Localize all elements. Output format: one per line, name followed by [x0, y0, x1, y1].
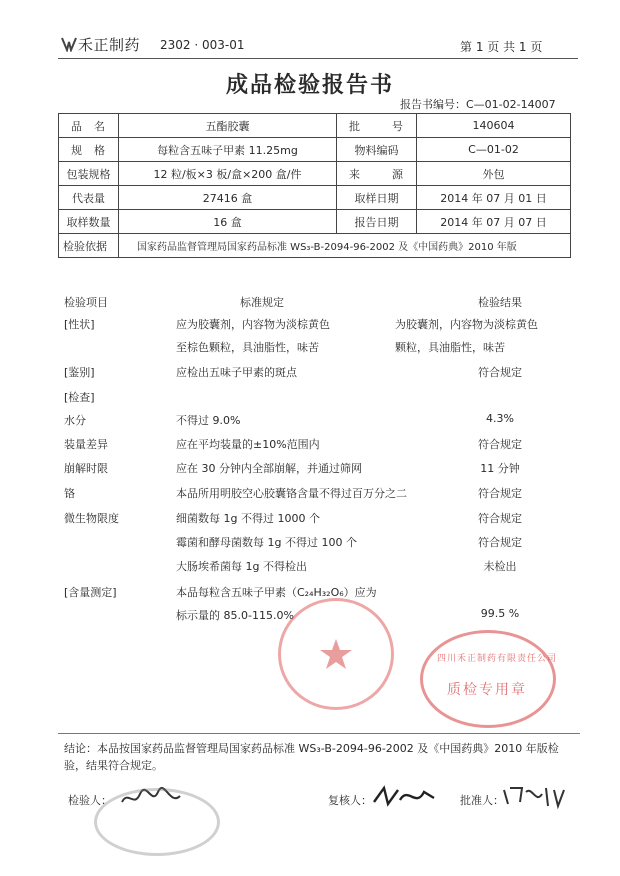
inspector-label: 检验人： [68, 794, 112, 807]
product-info-table [58, 113, 571, 258]
sample-qty-value: 16 盒 [119, 210, 337, 234]
spec-value: 每粒含五味子甲素 11.25mg [119, 138, 337, 162]
item-fill-variation: 装量差异 [64, 438, 108, 451]
item-inspection: [检查] [64, 391, 95, 404]
report-date-value: 2014 年 07 月 07 日 [417, 210, 571, 234]
standard-text: 应检出五味子甲素的斑点 [176, 366, 297, 379]
standard-text: 本品每粒含五味子甲素（C₂₄H₃₂O₆）应为 [176, 586, 377, 599]
sample-date-label: 取样日期 [337, 186, 417, 210]
header-divider [58, 58, 578, 59]
standard-text: 霉菌和酵母菌数每 1g 不得过 100 个 [176, 536, 357, 549]
approver-signature-icon [500, 782, 570, 810]
page-info: 第 1 页 共 1 页 [460, 40, 543, 54]
result-text: 符合规定 [478, 512, 522, 525]
basis-value: 国家药品监督管理局国家药品标准 WS₃-B-2094-96-2002 及《中国药典》2010 年版 [119, 234, 571, 258]
star-icon [319, 637, 353, 671]
package-spec-label: 包装规格 [59, 162, 119, 186]
result-text: 4.3% [486, 412, 514, 425]
report-date-label: 报告日期 [337, 210, 417, 234]
material-code-label: 物料编码 [337, 138, 417, 162]
result-text: 符合规定 [478, 536, 522, 549]
material-code-value: C—01-02 [417, 138, 571, 162]
table-row [59, 234, 571, 258]
standard-text: 应在 30 分钟内全部崩解，并通过筛网 [176, 462, 362, 475]
standard-text: 本品所用明胶空心胶囊铬含量不得过百万分之二 [176, 487, 407, 500]
item-microbial-limit: 微生物限度 [64, 512, 119, 525]
standard-text: 大肠埃希菌每 1g 不得检出 [176, 560, 307, 573]
result-text: 99.5 % [480, 607, 520, 620]
result-text: 符合规定 [478, 487, 522, 500]
page-title: 成品检验报告书 [225, 73, 394, 98]
report-number: 报告书编号：C—01-02-14007 [400, 98, 556, 111]
table-row [59, 162, 571, 186]
qc-seal-stamp [420, 630, 556, 728]
column-standard-header: 标准规定 [240, 296, 284, 309]
inspector-faint-stamp [94, 788, 220, 856]
batch-label: 批 号 [337, 114, 417, 138]
product-name-label: 品 名 [59, 114, 119, 138]
brand-name: 禾正制药 [78, 36, 141, 54]
conclusion-text: 结论：本品按国家药品监督管理局国家药品标准 WS₃-B-2094-96-2002 及《中国药典》2010 年版检验，结果符合规定。 [64, 742, 559, 772]
product-name-value: 五酯胶囊 [119, 114, 337, 138]
batch-value: 140604 [417, 114, 571, 138]
table-row [59, 138, 571, 162]
representative-qty-label: 代表量 [59, 186, 119, 210]
representative-qty-value: 27416 盒 [119, 186, 337, 210]
conclusion-divider [58, 733, 580, 734]
item-appearance: [性状] [64, 318, 95, 331]
source-value: 外包 [417, 162, 571, 186]
sample-date-value: 2014 年 07 月 01 日 [417, 186, 571, 210]
standard-text: 至棕色颗粒，具油脂性，味苦 [176, 341, 319, 354]
result-text: 11 分钟 [480, 462, 520, 475]
result-text: 符合规定 [478, 438, 522, 451]
basis-label: 检验依据 [59, 234, 119, 258]
item-assay: [含量测定] [64, 586, 117, 599]
brand-logo-icon [60, 36, 78, 52]
standard-text: 应为胶囊剂，内容物为淡棕黄色 [176, 318, 330, 331]
reviewer-label: 复核人： [328, 794, 372, 807]
table-row [59, 186, 571, 210]
sample-qty-label: 取样数量 [59, 210, 119, 234]
item-identification: [鉴别] [64, 366, 95, 379]
table-row [59, 210, 571, 234]
table-row [59, 114, 571, 138]
column-item-header: 检验项目 [64, 296, 108, 309]
approver-label: 批准人： [460, 794, 504, 807]
standard-text: 不得过 9.0% [176, 414, 241, 427]
item-chromium: 铬 [64, 487, 75, 500]
qc-stamp-ring-text: 四川禾正制药有限责任公司 [437, 654, 558, 664]
reviewer-signature-icon [370, 782, 440, 810]
package-spec-value: 12 粒/板×3 板/盒×200 盒/件 [119, 162, 337, 186]
company-seal-stamp [278, 598, 394, 710]
result-text: 符合规定 [478, 366, 522, 379]
column-result-header: 检验结果 [478, 296, 522, 309]
spec-label: 规 格 [59, 138, 119, 162]
result-text: 颗粒，具油脂性，味苦 [395, 341, 505, 354]
result-text: 为胶囊剂，内容物为淡棕黄色 [395, 318, 538, 331]
item-disintegration: 崩解时限 [64, 462, 108, 475]
qc-stamp-text: 质检专用章 [447, 682, 527, 698]
source-label: 来 源 [337, 162, 417, 186]
standard-text: 标示量的 85.0-115.0% [176, 609, 294, 622]
result-text: 未检出 [483, 560, 517, 573]
item-water: 水分 [64, 414, 86, 427]
standard-text: 应在平均装量的±10%范围内 [176, 438, 320, 451]
document-code: 2302 · 003-01 [160, 38, 245, 52]
standard-text: 细菌数每 1g 不得过 1000 个 [176, 512, 320, 525]
